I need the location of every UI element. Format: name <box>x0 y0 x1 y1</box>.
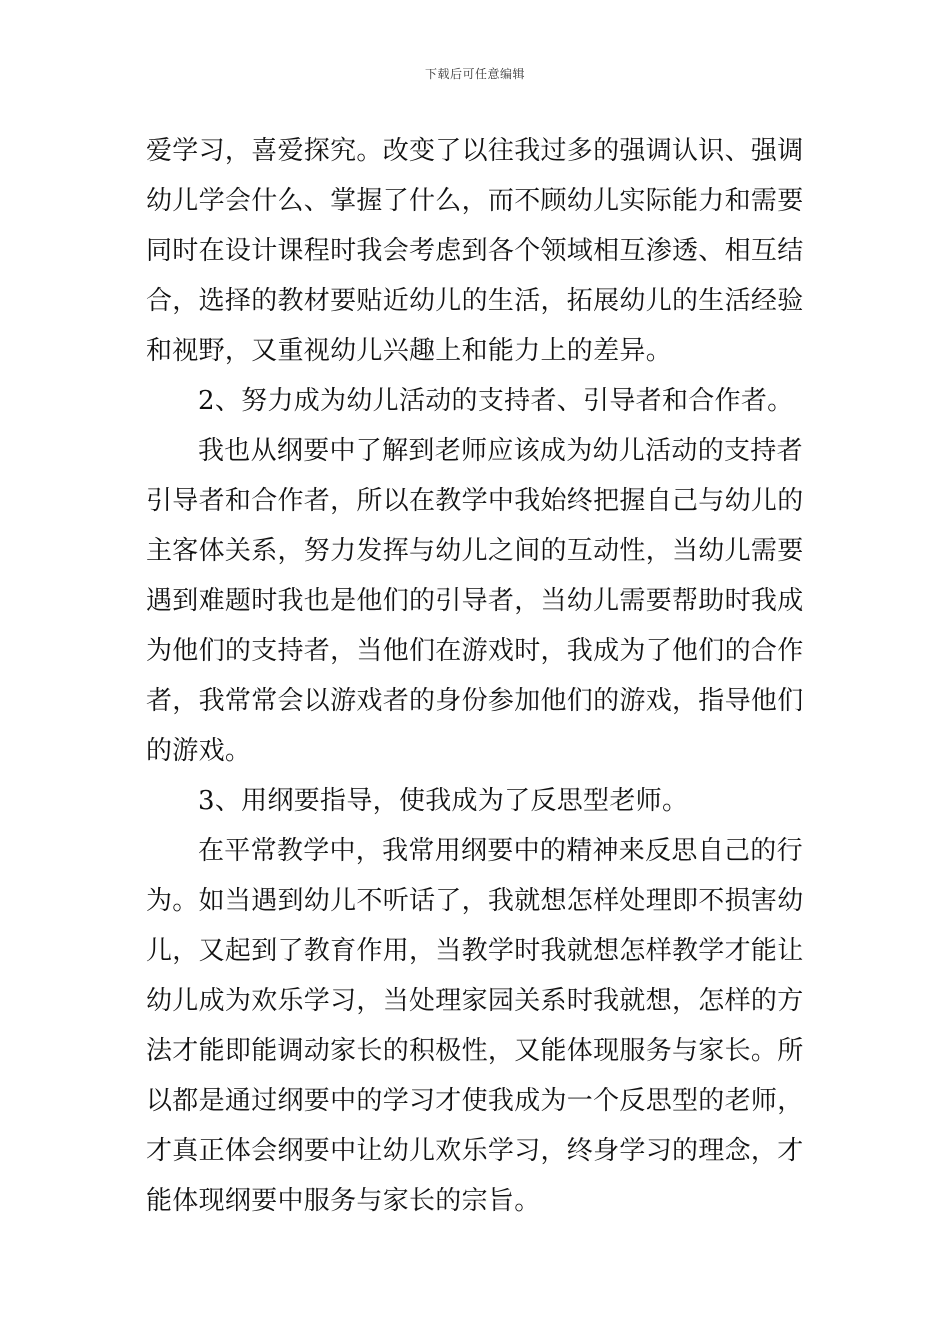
text-line: 合，选择的教材要贴近幼儿的生活，拓展幼儿的生活经验 <box>146 286 804 316</box>
paragraph-start-line: 我也从纲要中了解到老师应该成为幼儿活动的支持者 <box>198 436 803 466</box>
section-heading: 3、用纲要指导，使我成为了反思型老师。 <box>198 786 689 816</box>
text-line: 爱学习，喜爱探究。改变了以往我过多的强调认识、强调 <box>146 136 804 166</box>
section-heading: 2、努力成为幼儿活动的支持者、引导者和合作者。 <box>198 386 794 416</box>
text-line: 主客体关系，努力发挥与幼儿之间的互动性，当幼儿需要 <box>146 536 804 566</box>
text-line: 和视野，又重视幼儿兴趣上和能力上的差异。 <box>146 336 673 366</box>
text-line: 儿，又起到了教育作用，当教学时我就想怎样教学才能让 <box>146 936 804 966</box>
text-line: 幼儿成为欢乐学习，当处理家园关系时我就想，怎样的方 <box>146 986 804 1016</box>
text-line: 引导者和合作者，所以在教学中我始终把握自己与幼儿的 <box>146 486 804 516</box>
text-line: 法才能即能调动家长的积极性，又能体现服务与家长。所 <box>146 1036 804 1066</box>
text-line: 为。如当遇到幼儿不听话了，我就想怎样处理即不损害幼 <box>146 886 804 916</box>
text-line: 为他们的支持者，当他们在游戏时，我成为了他们的合作 <box>146 636 804 666</box>
text-line: 遇到难题时我也是他们的引导者，当幼儿需要帮助时我成 <box>146 586 804 616</box>
text-line: 以都是通过纲要中的学习才使我成为一个反思型的老师， <box>146 1086 804 1116</box>
text-line: 幼儿学会什么、掌握了什么，而不顾幼儿实际能力和需要 <box>146 186 804 216</box>
text-line: 者，我常常会以游戏者的身份参加他们的游戏，指导他们 <box>146 686 804 716</box>
text-line: 能体现纲要中服务与家长的宗旨。 <box>146 1186 541 1216</box>
text-line: 同时在设计课程时我会考虑到各个领域相互渗透、相互结 <box>146 236 804 266</box>
text-line: 才真正体会纲要中让幼儿欢乐学习，终身学习的理念，才 <box>146 1136 804 1166</box>
page-header: 下载后可任意编辑 <box>424 67 525 81</box>
paragraph-start-line: 在平常教学中，我常用纲要中的精神来反思自己的行 <box>198 836 803 866</box>
text-line: 的游戏。 <box>146 736 252 766</box>
